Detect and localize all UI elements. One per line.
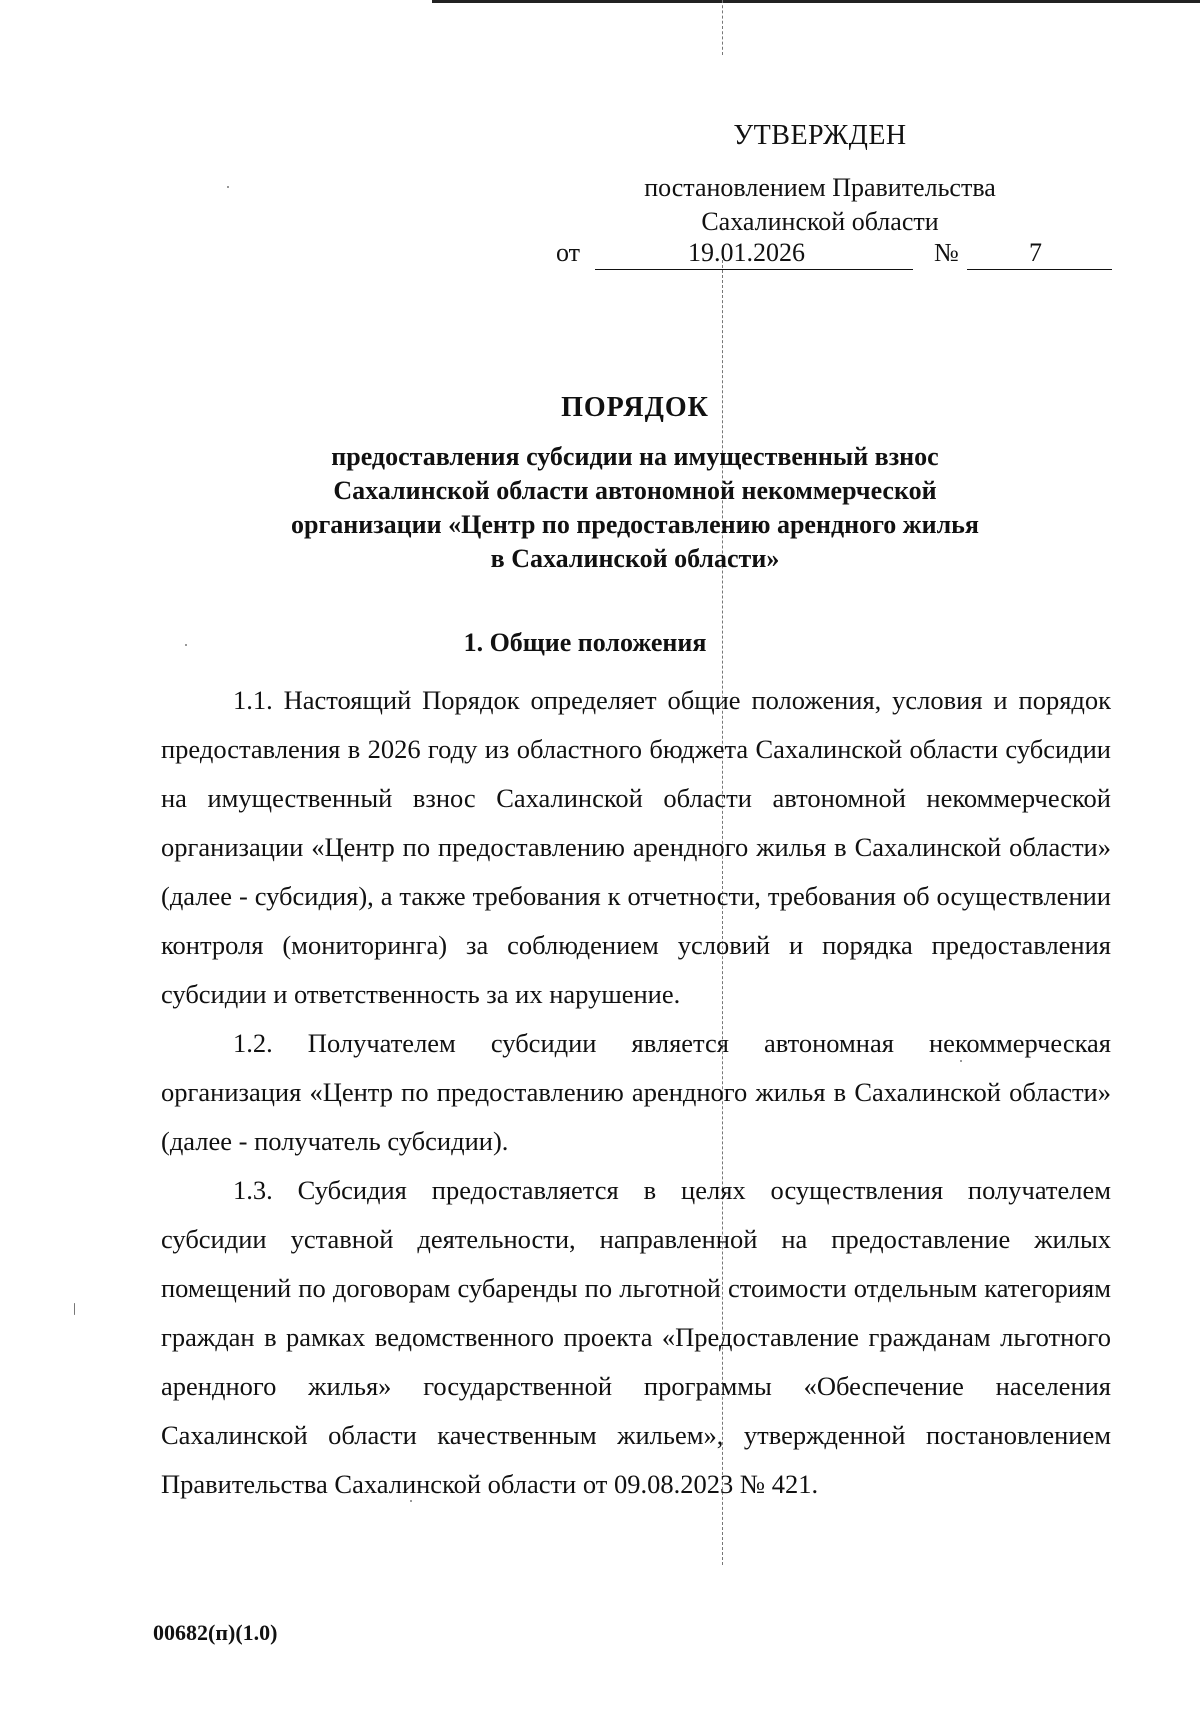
scan-speck [227, 186, 229, 188]
scan-edge-top [432, 0, 1200, 3]
fold-line-upper [722, 0, 723, 55]
document-title: ПОРЯДОК [561, 392, 709, 423]
approved-by-line-1: постановлением Правительства [644, 173, 996, 202]
date-underline [595, 269, 913, 270]
section-heading: 1. Общие положения [463, 628, 707, 657]
paragraph-1-2: 1.2. Получателем субсидии является автономная некоммерческая организация «Центр по предоставлению арендного жилья в Сахалинской области» (далее - получатель субсидии). [161, 1028, 1111, 1156]
scan-speck [74, 1303, 75, 1315]
approval-number: 7 [1029, 238, 1042, 267]
paragraph-1-3: 1.3. Субсидия предоставляется в целях осуществления получателем субсидии уставной деятельности, направленной на предоставление жилых помещений по договорам субаренды по льготной стоимости отдельным категориям граждан в рамках ведомственного проекта «Предоставление гражданам льготного арендного жилья» государственной программы «Обеспечение населения Сахалинской области качественным жильем», утвержденной постановлением Правительства Сахалинской области от 09.08.2023 № 421. [161, 1175, 1111, 1499]
document-code: 00682(п)(1.0) [153, 1620, 278, 1645]
approved-by-line-2: Сахалинской области [701, 207, 939, 236]
section-body [161, 676, 1111, 1509]
document-subtitle: предоставления субсидии на имущественный взнос Сахалинской области автономной некоммерческой организации «Центр по предоставлению арендного жилья в Сахалинской области» [291, 442, 979, 573]
approved-stamp-label: УТВЕРЖДЕН [733, 120, 907, 151]
number-underline [967, 269, 1112, 270]
date-prefix: от [556, 238, 581, 267]
number-sign: № [934, 238, 959, 267]
paragraph-1-1: 1.1. Настоящий Порядок определяет общие положения, условия и порядок предоставления в 2026 году из областного бюджета Сахалинской области субсидии на имущественный взнос Сахалинской области автономной некоммерческой организации «Центр по предоставлению арендного жилья в Сахалинской области» (далее - субсидия), а также требования к отчетности, требования об осуществлении контроля (мониторинга) за соблюдением условий и порядка предоставления субсидии и ответственность за их нарушение. [161, 685, 1111, 1009]
approval-date: 19.01.2026 [688, 238, 805, 267]
scan-speck [185, 644, 187, 646]
